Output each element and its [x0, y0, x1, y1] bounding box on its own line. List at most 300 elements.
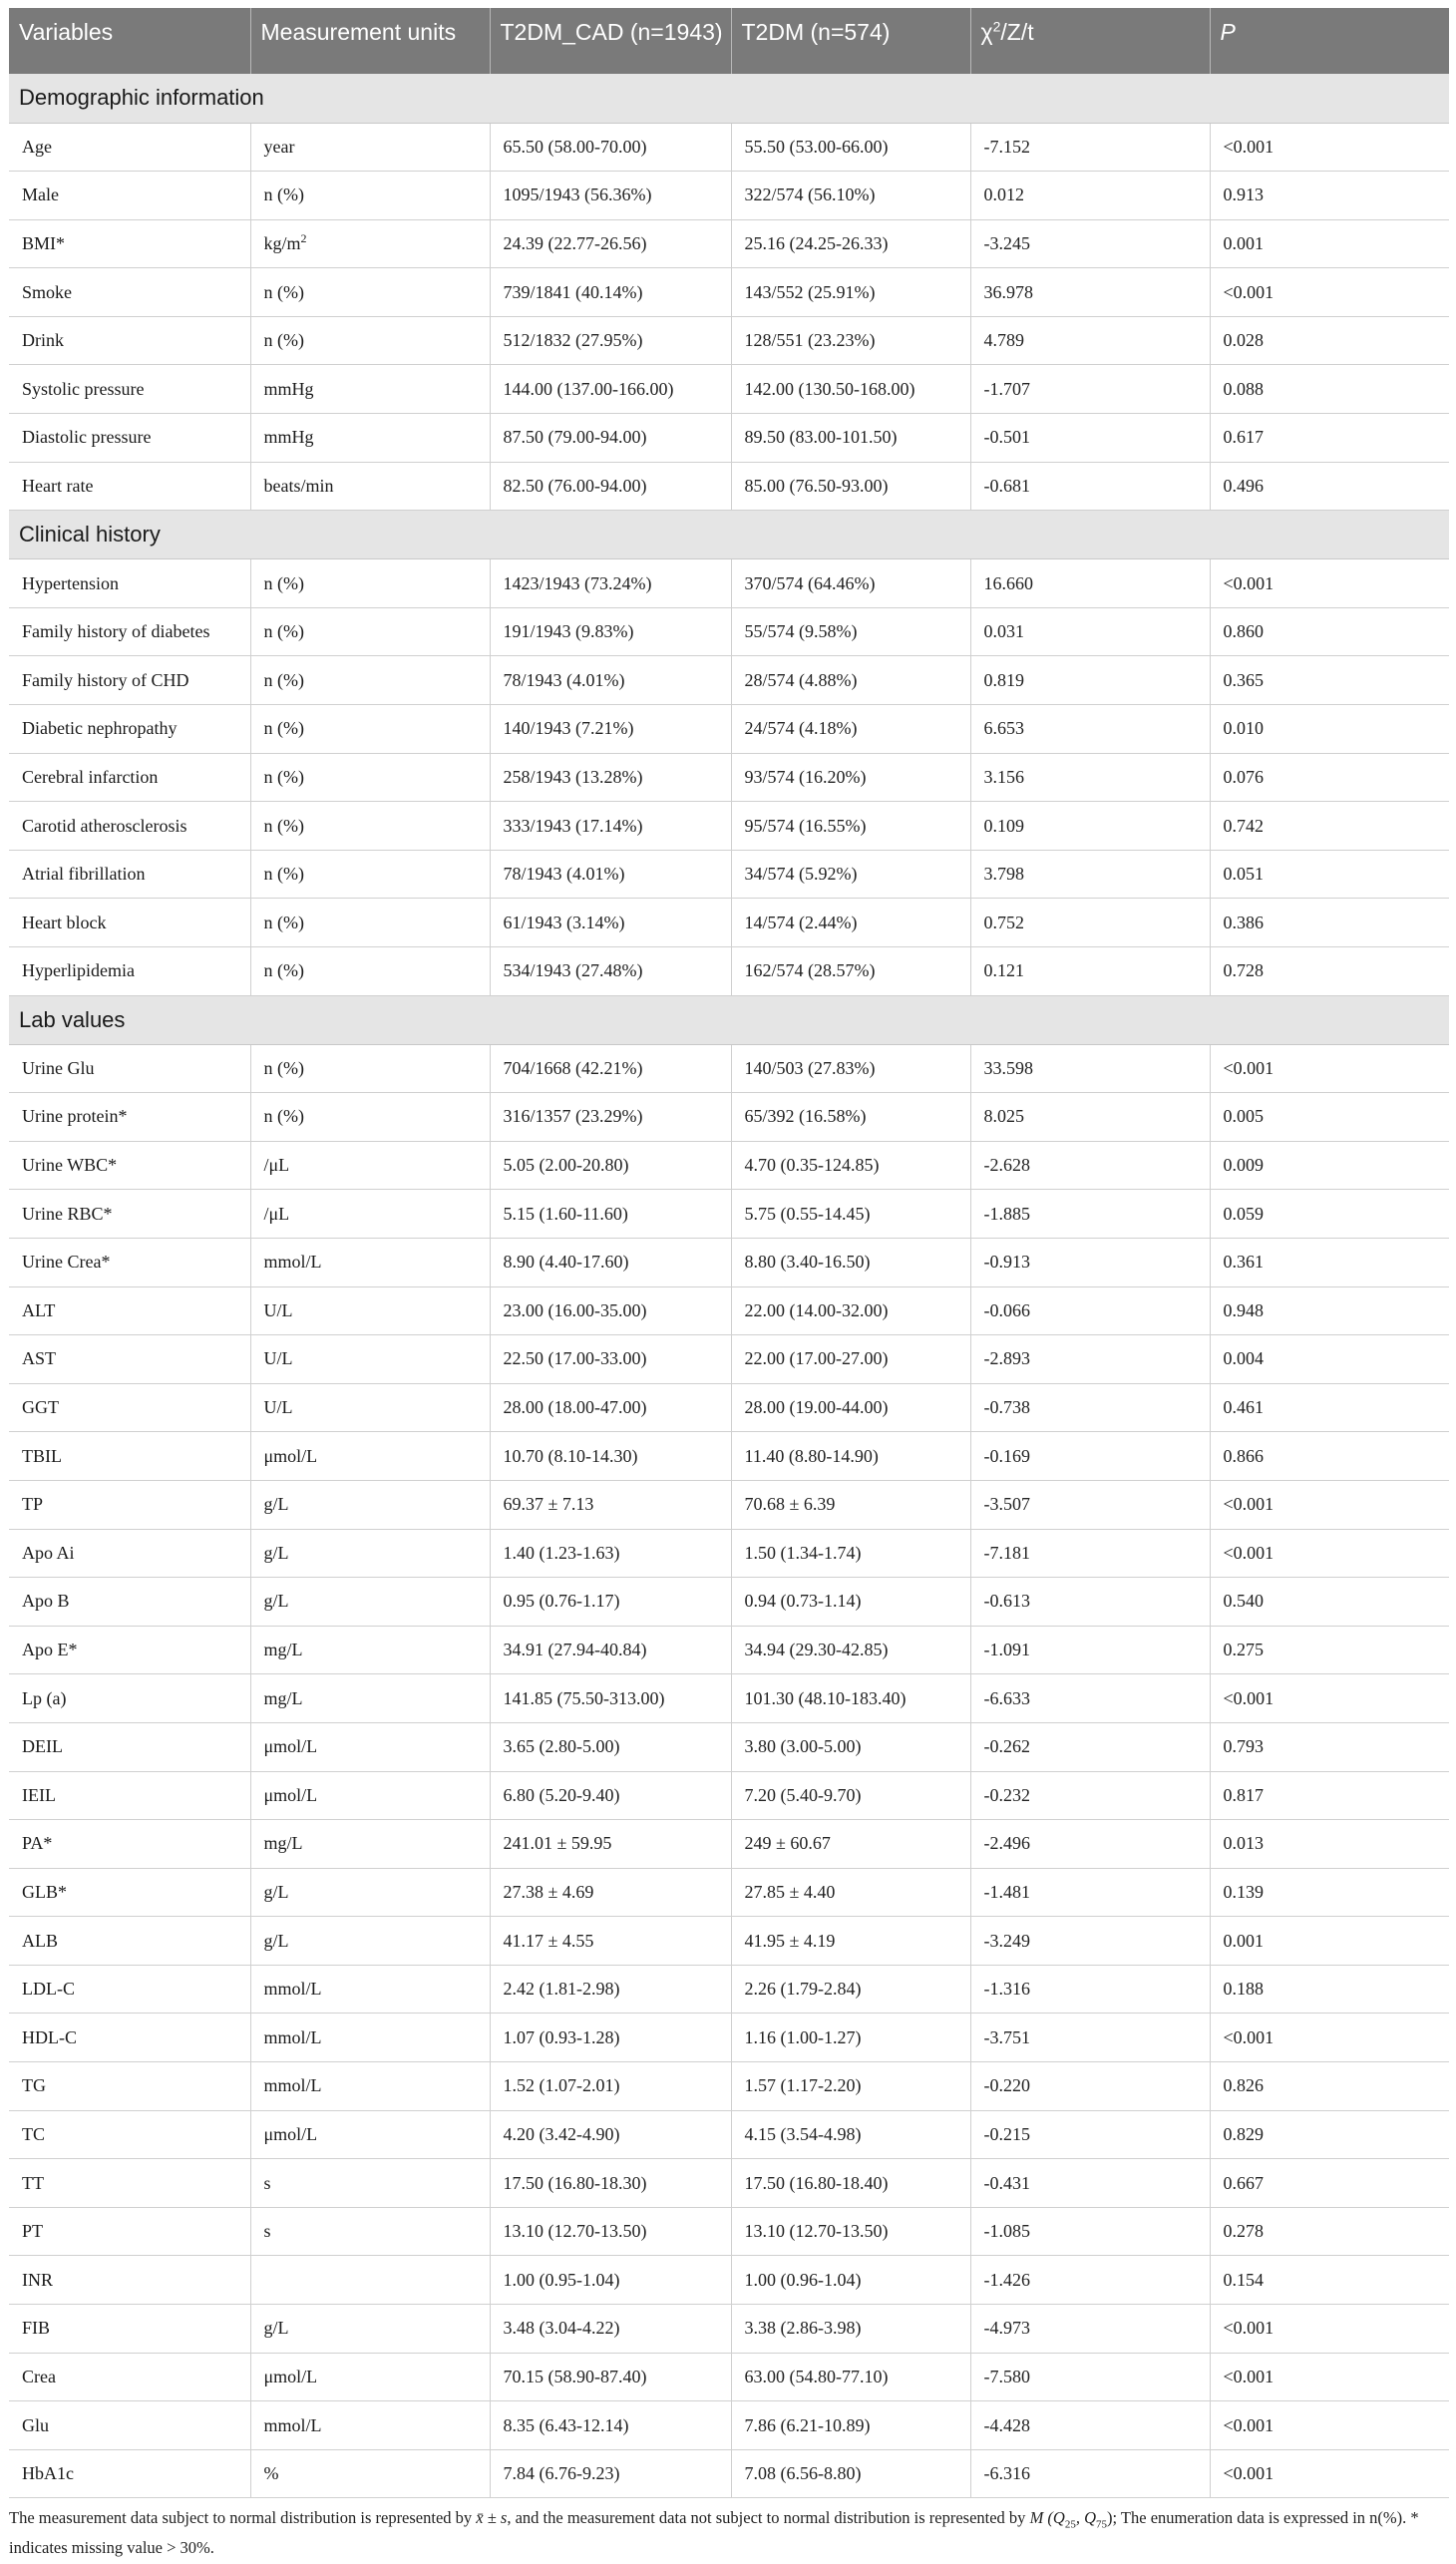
- cell-unit-text: n (%): [263, 330, 304, 351]
- cell-p: 0.059: [1210, 1190, 1449, 1239]
- cell-statistic: 8.025: [970, 1093, 1210, 1142]
- cell-group1: 1423/1943 (73.24%): [490, 559, 731, 608]
- cell-statistic: -0.262: [970, 1722, 1210, 1771]
- cell-unit: [250, 1286, 490, 1335]
- cell-p: <0.001: [1210, 1674, 1449, 1723]
- cell-p: 0.742: [1210, 802, 1449, 851]
- cell-group1: 13.10 (12.70-13.50): [490, 2207, 731, 2256]
- cell-group2: 89.50 (83.00-101.50): [731, 414, 970, 463]
- cell-unit: [250, 802, 490, 851]
- cell-p: 0.826: [1210, 2062, 1449, 2111]
- cell-statistic: -0.169: [970, 1432, 1210, 1481]
- cell-variable: Diabetic nephropathy: [9, 705, 250, 754]
- table-row: [9, 1480, 1449, 1529]
- cell-unit: [250, 2449, 490, 2498]
- cell-group1: 1.00 (0.95-1.04): [490, 2256, 731, 2305]
- cell-p: <0.001: [1210, 2353, 1449, 2401]
- cell-unit-text: %: [263, 2463, 279, 2484]
- table-row: [9, 2353, 1449, 2401]
- table-row: [9, 1626, 1449, 1674]
- cell-statistic: -0.501: [970, 414, 1210, 463]
- table-row: [9, 2449, 1449, 2498]
- cell-statistic: 0.012: [970, 172, 1210, 220]
- cell-group1: 241.01 ± 59.95: [490, 1820, 731, 1869]
- cell-group2: 7.08 (6.56-8.80): [731, 2449, 970, 2498]
- header-stat-chi: χ: [980, 19, 993, 45]
- cell-variable: Smoke: [9, 268, 250, 317]
- cell-p: 0.948: [1210, 1286, 1449, 1335]
- cell-statistic: -1.316: [970, 1965, 1210, 2014]
- cell-unit: [250, 219, 490, 268]
- table-row: [9, 899, 1449, 947]
- cell-group1: 69.37 ± 7.13: [490, 1480, 731, 1529]
- cell-group2: 11.40 (8.80-14.90): [731, 1432, 970, 1481]
- table-row: [9, 123, 1449, 172]
- cell-p: 0.188: [1210, 1965, 1449, 2014]
- cell-p: <0.001: [1210, 1480, 1449, 1529]
- cell-statistic: -1.085: [970, 2207, 1210, 2256]
- cell-group2: 7.86 (6.21-10.89): [731, 2401, 970, 2450]
- cell-p: 0.001: [1210, 1917, 1449, 1966]
- cell-unit-text: kg/m: [263, 232, 301, 253]
- cell-p: 0.013: [1210, 1820, 1449, 1869]
- cell-group1: 5.05 (2.00-20.80): [490, 1141, 731, 1190]
- table-row: [9, 1578, 1449, 1627]
- cell-variable: AST: [9, 1335, 250, 1384]
- cell-p: 0.028: [1210, 316, 1449, 365]
- table-row: [9, 2401, 1449, 2450]
- cell-p: <0.001: [1210, 268, 1449, 317]
- table-row: [9, 268, 1449, 317]
- cell-unit: [250, 656, 490, 705]
- cell-variable: Diastolic pressure: [9, 414, 250, 463]
- table-row: [9, 2159, 1449, 2208]
- cell-variable: BMI*: [9, 219, 250, 268]
- cell-unit: [250, 1190, 490, 1239]
- cell-statistic: -0.681: [970, 462, 1210, 511]
- cell-group2: 13.10 (12.70-13.50): [731, 2207, 970, 2256]
- cell-unit: [250, 1965, 490, 2014]
- cell-unit: [250, 1529, 490, 1578]
- cell-statistic: 16.660: [970, 559, 1210, 608]
- cell-unit-text: n (%): [263, 621, 304, 642]
- table-row: [9, 1383, 1449, 1432]
- cell-group1: 65.50 (58.00-70.00): [490, 123, 731, 172]
- cell-unit-text: mmol/L: [263, 2026, 322, 2047]
- cell-group2: 27.85 ± 4.40: [731, 1868, 970, 1917]
- cell-unit: [250, 365, 490, 414]
- footnote-part1: The measurement data subject to normal distribution is represented by: [9, 2508, 477, 2527]
- cell-p: 0.617: [1210, 414, 1449, 463]
- cell-statistic: -0.215: [970, 2110, 1210, 2159]
- cell-group1: 739/1841 (40.14%): [490, 268, 731, 317]
- cell-variable: Drink: [9, 316, 250, 365]
- cell-unit: [250, 2207, 490, 2256]
- cell-statistic: -0.913: [970, 1238, 1210, 1286]
- cell-group1: 78/1943 (4.01%): [490, 656, 731, 705]
- cell-group2: 95/574 (16.55%): [731, 802, 970, 851]
- table-row: [9, 1674, 1449, 1723]
- cell-unit-text: mmHg: [263, 427, 314, 448]
- cell-group1: 140/1943 (7.21%): [490, 705, 731, 754]
- cell-unit-text: mg/L: [263, 1687, 303, 1708]
- cell-group1: 4.20 (3.42-4.90): [490, 2110, 731, 2159]
- cell-variable: Hyperlipidemia: [9, 947, 250, 996]
- table-row: [9, 850, 1449, 899]
- cell-variable: Apo B: [9, 1578, 250, 1627]
- cell-group2: 0.94 (0.73-1.14): [731, 1578, 970, 1627]
- cell-group2: 143/552 (25.91%): [731, 268, 970, 317]
- cell-p: 0.793: [1210, 1722, 1449, 1771]
- cell-group1: 23.00 (16.00-35.00): [490, 1286, 731, 1335]
- table-row: [9, 1529, 1449, 1578]
- cell-p: 0.139: [1210, 1868, 1449, 1917]
- cell-variable: Family history of CHD: [9, 656, 250, 705]
- cell-p: 0.386: [1210, 899, 1449, 947]
- cell-p: 0.860: [1210, 607, 1449, 656]
- cell-group1: 70.15 (58.90-87.40): [490, 2353, 731, 2401]
- cell-variable: TC: [9, 2110, 250, 2159]
- cell-group2: 55/574 (9.58%): [731, 607, 970, 656]
- cell-unit-text: n (%): [263, 572, 304, 593]
- table-row: [9, 2014, 1449, 2062]
- cell-statistic: -0.613: [970, 1578, 1210, 1627]
- footnote-sep: , Q: [1075, 2508, 1097, 2527]
- cell-group2: 14/574 (2.44%): [731, 899, 970, 947]
- cell-unit: [250, 316, 490, 365]
- table-row: [9, 1335, 1449, 1384]
- cell-group2: 70.68 ± 6.39: [731, 1480, 970, 1529]
- cell-unit-text: n (%): [263, 960, 304, 981]
- cell-group1: 1.07 (0.93-1.28): [490, 2014, 731, 2062]
- data-table: [9, 8, 1449, 2498]
- cell-p: <0.001: [1210, 2449, 1449, 2498]
- cell-group1: 28.00 (18.00-47.00): [490, 1383, 731, 1432]
- cell-variable: Urine Glu: [9, 1044, 250, 1093]
- cell-unit-text: mmol/L: [263, 1979, 322, 2000]
- cell-statistic: -2.893: [970, 1335, 1210, 1384]
- cell-group1: 22.50 (17.00-33.00): [490, 1335, 731, 1384]
- cell-unit: [250, 607, 490, 656]
- cell-unit: [250, 2159, 490, 2208]
- cell-group2: 1.50 (1.34-1.74): [731, 1529, 970, 1578]
- cell-unit-text: /μL: [263, 1155, 290, 1176]
- cell-variable: HbA1c: [9, 2449, 250, 2498]
- cell-group2: 8.80 (3.40-16.50): [731, 1238, 970, 1286]
- cell-unit-text: s: [263, 2221, 271, 2242]
- cell-unit-text: n (%): [263, 864, 304, 885]
- cell-group1: 82.50 (76.00-94.00): [490, 462, 731, 511]
- header-variables: Variables: [9, 8, 250, 74]
- cell-group1: 10.70 (8.10-14.30): [490, 1432, 731, 1481]
- cell-group1: 8.35 (6.43-12.14): [490, 2401, 731, 2450]
- cell-statistic: 4.789: [970, 316, 1210, 365]
- header-group2: T2DM (n=574): [731, 8, 970, 74]
- footnote-part3: ; The enumeration data is expressed in n(%). * indicates missing value > 30%.: [9, 2508, 1419, 2558]
- cell-unit-text: g/L: [263, 1881, 289, 1902]
- cell-p: <0.001: [1210, 2305, 1449, 2354]
- cell-variable: Hypertension: [9, 559, 250, 608]
- cell-group2: 34.94 (29.30-42.85): [731, 1626, 970, 1674]
- cell-variable: Cerebral infarction: [9, 753, 250, 802]
- cell-unit-text: g/L: [263, 2318, 289, 2339]
- cell-group2: 28.00 (19.00-44.00): [731, 1383, 970, 1432]
- cell-statistic: -4.428: [970, 2401, 1210, 2450]
- cell-unit-text: g/L: [263, 1542, 289, 1563]
- header-statistic: [970, 8, 1210, 74]
- cell-statistic: 0.109: [970, 802, 1210, 851]
- table-row: [9, 1093, 1449, 1142]
- table-row: [9, 1432, 1449, 1481]
- cell-statistic: 33.598: [970, 1044, 1210, 1093]
- cell-statistic: -7.580: [970, 2353, 1210, 2401]
- table-row: [9, 947, 1449, 996]
- cell-group1: 7.84 (6.76-9.23): [490, 2449, 731, 2498]
- cell-p: 0.829: [1210, 2110, 1449, 2159]
- table-row: [9, 462, 1449, 511]
- cell-p: 0.866: [1210, 1432, 1449, 1481]
- cell-p: 0.001: [1210, 219, 1449, 268]
- cell-unit: [250, 1238, 490, 1286]
- cell-unit-text: g/L: [263, 1930, 289, 1951]
- cell-variable: Atrial fibrillation: [9, 850, 250, 899]
- cell-variable: IEIL: [9, 1771, 250, 1820]
- cell-variable: PA*: [9, 1820, 250, 1869]
- cell-group1: 24.39 (22.77-26.56): [490, 219, 731, 268]
- cell-p: 0.088: [1210, 365, 1449, 414]
- cell-group1: 534/1943 (27.48%): [490, 947, 731, 996]
- cell-unit-text: g/L: [263, 1494, 289, 1515]
- cell-group2: 3.80 (3.00-5.00): [731, 1722, 970, 1771]
- table-row: [9, 802, 1449, 851]
- table-row: [9, 414, 1449, 463]
- cell-p: 0.005: [1210, 1093, 1449, 1142]
- cell-p: 0.009: [1210, 1141, 1449, 1190]
- footnote-median: M (Q: [1029, 2508, 1065, 2527]
- cell-variable: Family history of diabetes: [9, 607, 250, 656]
- table-row: [9, 1286, 1449, 1335]
- cell-statistic: -0.738: [970, 1383, 1210, 1432]
- cell-variable: DEIL: [9, 1722, 250, 1771]
- cell-variable: Crea: [9, 2353, 250, 2401]
- cell-statistic: -3.751: [970, 2014, 1210, 2062]
- cell-group2: 17.50 (16.80-18.40): [731, 2159, 970, 2208]
- cell-unit-text: s: [263, 2172, 271, 2193]
- cell-statistic: -1.885: [970, 1190, 1210, 1239]
- table-row: [9, 1965, 1449, 2014]
- cell-variable: LDL-C: [9, 1965, 250, 2014]
- cell-unit: [250, 559, 490, 608]
- section-title: Lab values: [9, 995, 1449, 1044]
- cell-variable: FIB: [9, 2305, 250, 2354]
- cell-p: 0.728: [1210, 947, 1449, 996]
- cell-unit-text: μmol/L: [263, 1445, 318, 1466]
- cell-group1: 27.38 ± 4.69: [490, 1868, 731, 1917]
- cell-unit: [250, 1626, 490, 1674]
- cell-group2: 34/574 (5.92%): [731, 850, 970, 899]
- cell-group2: 85.00 (76.50-93.00): [731, 462, 970, 511]
- table-row: [9, 1722, 1449, 1771]
- section-row: [9, 511, 1449, 559]
- cell-unit-text: μmol/L: [263, 2123, 318, 2144]
- cell-unit: [250, 947, 490, 996]
- table-row: [9, 365, 1449, 414]
- cell-variable: ALB: [9, 1917, 250, 1966]
- cell-variable: INR: [9, 2256, 250, 2305]
- cell-group2: 370/574 (64.46%): [731, 559, 970, 608]
- cell-variable: Carotid atherosclerosis: [9, 802, 250, 851]
- footnote-close: ): [1107, 2508, 1113, 2527]
- cell-group1: 17.50 (16.80-18.30): [490, 2159, 731, 2208]
- cell-unit: [250, 1820, 490, 1869]
- cell-variable: Apo E*: [9, 1626, 250, 1674]
- cell-p: <0.001: [1210, 559, 1449, 608]
- cell-group2: 140/503 (27.83%): [731, 1044, 970, 1093]
- table-row: [9, 1044, 1449, 1093]
- cell-unit-text: mg/L: [263, 1640, 303, 1660]
- cell-variable: PT: [9, 2207, 250, 2256]
- cell-group2: 7.20 (5.40-9.70): [731, 1771, 970, 1820]
- cell-p: 0.278: [1210, 2207, 1449, 2256]
- section-row: [9, 74, 1449, 123]
- cell-p: 0.051: [1210, 850, 1449, 899]
- section-title: Clinical history: [9, 511, 1449, 559]
- cell-statistic: -3.507: [970, 1480, 1210, 1529]
- cell-p: 0.817: [1210, 1771, 1449, 1820]
- cell-statistic: -3.245: [970, 219, 1210, 268]
- table-row: [9, 172, 1449, 220]
- cell-group2: 22.00 (14.00-32.00): [731, 1286, 970, 1335]
- cell-unit: [250, 753, 490, 802]
- cell-statistic: -1.091: [970, 1626, 1210, 1674]
- cell-group2: 3.38 (2.86-3.98): [731, 2305, 970, 2354]
- table-row: [9, 1238, 1449, 1286]
- table-footnote: [9, 2506, 1449, 2560]
- cell-group2: 322/574 (56.10%): [731, 172, 970, 220]
- cell-group1: 1095/1943 (56.36%): [490, 172, 731, 220]
- cell-unit: [250, 2401, 490, 2450]
- cell-unit: [250, 462, 490, 511]
- cell-p: 0.667: [1210, 2159, 1449, 2208]
- cell-unit-text: n (%): [263, 281, 304, 302]
- cell-statistic: 0.121: [970, 947, 1210, 996]
- cell-group2: 101.30 (48.10-183.40): [731, 1674, 970, 1723]
- cell-group1: 1.40 (1.23-1.63): [490, 1529, 731, 1578]
- cell-group2: 4.70 (0.35-124.85): [731, 1141, 970, 1190]
- cell-unit: [250, 2256, 490, 2305]
- cell-variable: Glu: [9, 2401, 250, 2450]
- cell-p: 0.004: [1210, 1335, 1449, 1384]
- cell-p: 0.540: [1210, 1578, 1449, 1627]
- cell-unit-text: n (%): [263, 1057, 304, 1078]
- cell-unit-text: U/L: [263, 1348, 293, 1369]
- header-stat-sup: 2: [992, 18, 1001, 35]
- table-row: [9, 2305, 1449, 2354]
- header-units: Measurement units: [250, 8, 490, 74]
- cell-unit: [250, 1771, 490, 1820]
- cell-variable: TP: [9, 1480, 250, 1529]
- cell-statistic: -6.633: [970, 1674, 1210, 1723]
- cell-variable: TG: [9, 2062, 250, 2111]
- cell-unit-text: n (%): [263, 184, 304, 205]
- cell-statistic: 0.819: [970, 656, 1210, 705]
- cell-unit: [250, 850, 490, 899]
- table-row: [9, 219, 1449, 268]
- cell-p: 0.076: [1210, 753, 1449, 802]
- cell-unit: [250, 123, 490, 172]
- cell-variable: Heart block: [9, 899, 250, 947]
- section-row: [9, 995, 1449, 1044]
- cell-group1: 3.65 (2.80-5.00): [490, 1722, 731, 1771]
- cell-unit: [250, 1141, 490, 1190]
- cell-unit: [250, 414, 490, 463]
- cell-p: 0.275: [1210, 1626, 1449, 1674]
- cell-group1: 191/1943 (9.83%): [490, 607, 731, 656]
- cell-p: 0.365: [1210, 656, 1449, 705]
- section-title: Demographic information: [9, 74, 1449, 123]
- cell-group2: 1.16 (1.00-1.27): [731, 2014, 970, 2062]
- cell-group2: 25.16 (24.25-26.33): [731, 219, 970, 268]
- cell-statistic: -1.481: [970, 1868, 1210, 1917]
- cell-group2: 65/392 (16.58%): [731, 1093, 970, 1142]
- cell-unit: [250, 2353, 490, 2401]
- cell-group1: 41.17 ± 4.55: [490, 1917, 731, 1966]
- cell-statistic: -0.232: [970, 1771, 1210, 1820]
- cell-group2: 63.00 (54.80-77.10): [731, 2353, 970, 2401]
- cell-variable: Heart rate: [9, 462, 250, 511]
- table-container: [9, 8, 1449, 2498]
- cell-unit-text: /μL: [263, 1203, 290, 1224]
- cell-statistic: 3.798: [970, 850, 1210, 899]
- cell-unit: [250, 1674, 490, 1723]
- cell-unit: [250, 1383, 490, 1432]
- cell-variable: ALT: [9, 1286, 250, 1335]
- cell-group2: 162/574 (28.57%): [731, 947, 970, 996]
- cell-variable: TBIL: [9, 1432, 250, 1481]
- table-row: [9, 705, 1449, 754]
- cell-unit: [250, 2305, 490, 2354]
- cell-p: 0.461: [1210, 1383, 1449, 1432]
- cell-unit: [250, 172, 490, 220]
- cell-statistic: -2.496: [970, 1820, 1210, 1869]
- cell-variable: Apo Ai: [9, 1529, 250, 1578]
- cell-statistic: -0.431: [970, 2159, 1210, 2208]
- footnote-mean-sd: x̄ ± s: [476, 2508, 508, 2527]
- cell-unit: [250, 1044, 490, 1093]
- cell-variable: Urine Crea*: [9, 1238, 250, 1286]
- cell-group2: 41.95 ± 4.19: [731, 1917, 970, 1966]
- cell-unit-text: n (%): [263, 718, 304, 739]
- cell-p: 0.154: [1210, 2256, 1449, 2305]
- cell-p: 0.010: [1210, 705, 1449, 754]
- cell-unit-text: U/L: [263, 1397, 293, 1418]
- table-header: [9, 8, 1449, 74]
- cell-statistic: -2.628: [970, 1141, 1210, 1190]
- cell-group1: 6.80 (5.20-9.40): [490, 1771, 731, 1820]
- cell-group1: 258/1943 (13.28%): [490, 753, 731, 802]
- cell-group1: 8.90 (4.40-17.60): [490, 1238, 731, 1286]
- header-stat-rest: /Z/t: [1000, 19, 1034, 45]
- table-body: [9, 74, 1449, 2498]
- cell-group2: 93/574 (16.20%): [731, 753, 970, 802]
- cell-statistic: 0.031: [970, 607, 1210, 656]
- cell-variable: Urine protein*: [9, 1093, 250, 1142]
- table-row: [9, 607, 1449, 656]
- cell-statistic: -3.249: [970, 1917, 1210, 1966]
- cell-unit-text: n (%): [263, 766, 304, 787]
- cell-unit-text: mmol/L: [263, 1252, 322, 1273]
- cell-variable: Male: [9, 172, 250, 220]
